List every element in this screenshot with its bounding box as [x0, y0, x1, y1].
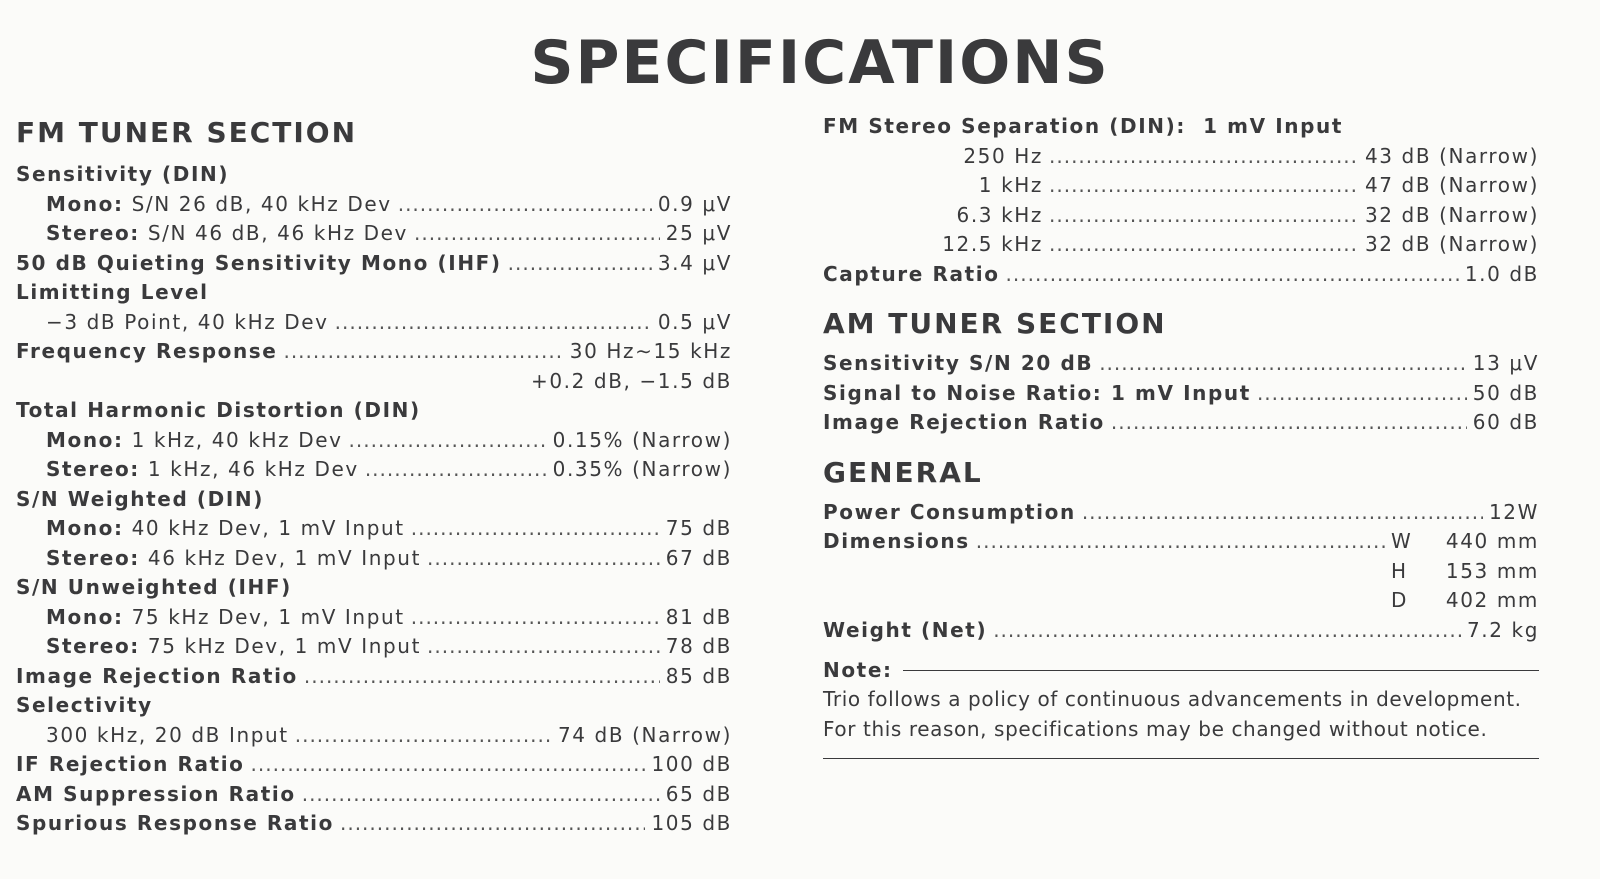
spec-row	[16, 809, 732, 839]
dim-d	[1391, 586, 1539, 616]
power-label: Power Consumption	[823, 499, 1076, 524]
selectivity-label: Selectivity	[16, 693, 153, 717]
thd-heading	[16, 396, 732, 426]
am-image-label: Image Rejection Ratio	[823, 410, 1105, 434]
weight-value: 7.2 kg	[1466, 617, 1539, 642]
spec-row	[823, 379, 1539, 409]
am-section-heading: AM TUNER SECTION	[823, 307, 1167, 340]
spec-row	[823, 408, 1539, 438]
capture-label: Capture Ratio	[823, 261, 1000, 286]
snw-stereo-condition: 46 kHz Dev, 1 mV Input	[147, 545, 422, 570]
am-sens-label: Sensitivity S/N 20 dB	[823, 351, 1094, 375]
am-image-value: 60 dB	[1472, 410, 1539, 434]
if-label: IF Rejection Ratio	[16, 752, 245, 776]
separation-condition: 1 mV Input	[1203, 114, 1344, 138]
spec-row	[16, 455, 732, 485]
separation-row	[823, 201, 1539, 231]
general-section-heading: GENERAL	[823, 455, 983, 489]
leader-dots	[427, 544, 660, 574]
sep-value: 32 dB (Narrow)	[1364, 202, 1539, 227]
dim-d-value: 402 mm	[1445, 588, 1539, 612]
thd-stereo-label: Stereo:	[46, 457, 140, 481]
spec-row	[823, 260, 1539, 290]
sensitivity-heading	[16, 160, 732, 190]
leader-dots	[1049, 142, 1359, 172]
separation-row	[823, 230, 1539, 260]
image-value: 85 dB	[665, 663, 732, 688]
selectivity-condition: 300 kHz, 20 dB Input	[46, 722, 289, 747]
fm-tuner-section	[16, 112, 732, 839]
spec-row	[16, 514, 732, 544]
spec-row	[823, 616, 1539, 646]
snu-stereo-value: 78 dB	[665, 634, 732, 658]
spec-row	[16, 603, 732, 633]
leader-dots	[1082, 498, 1483, 528]
spec-row	[16, 219, 732, 249]
leader-dots	[414, 219, 660, 249]
weight-label: Weight (Net)	[823, 617, 988, 642]
capture-value: 1.0 dB	[1464, 261, 1539, 286]
limit-condition: −3 dB Point, 40 kHz Dev	[46, 309, 329, 334]
leader-dots	[335, 308, 652, 338]
fm-section-heading: FM TUNER SECTION	[16, 116, 358, 149]
sep-freq: 6.3 kHz	[956, 202, 1043, 227]
thd-label: Total Harmonic Distortion (DIN)	[16, 398, 421, 422]
leader-dots	[1049, 171, 1359, 201]
am-snr-value: 50 dB	[1472, 380, 1539, 405]
spec-row	[16, 544, 732, 574]
am-supp-label: AM Suppression Ratio	[16, 781, 296, 806]
separation-label: FM Stereo Separation (DIN):	[823, 114, 1186, 138]
leader-dots	[1049, 230, 1359, 260]
dim-w	[1391, 527, 1539, 557]
spec-row	[823, 349, 1539, 379]
note-header	[823, 655, 1539, 685]
right-column	[823, 112, 1539, 759]
leader-dots	[976, 527, 1385, 557]
leader-dots	[1257, 379, 1467, 409]
mono-label: Mono:	[46, 191, 124, 216]
limit-heading	[16, 278, 732, 308]
separation-row	[823, 171, 1539, 201]
thd-mono-label: Mono:	[46, 427, 124, 452]
page-title: SPECIFICATIONS	[530, 28, 1110, 98]
stereo-condition: S/N 46 dB, 46 kHz Dev	[147, 221, 408, 245]
leader-dots	[398, 190, 652, 220]
thd-stereo-value: 0.35% (Narrow)	[552, 457, 732, 481]
spec-row	[16, 426, 732, 456]
sensitivity-label: Sensitivity (DIN)	[16, 162, 230, 186]
leader-dots	[1049, 201, 1359, 231]
leader-dots	[508, 249, 652, 279]
snu-mono-condition: 75 kHz Dev, 1 mV Input	[131, 604, 405, 629]
thd-mono-value: 0.15% (Narrow)	[552, 427, 732, 452]
spec-row	[823, 557, 1539, 587]
leader-dots	[349, 426, 547, 456]
thd-stereo-condition: 1 kHz, 46 kHz Dev	[147, 457, 359, 481]
snw-heading	[16, 485, 732, 515]
mono-value: 0.9 μV	[657, 191, 732, 216]
dim-label: Dimensions	[823, 529, 970, 553]
spec-row	[16, 750, 732, 780]
limit-value: 0.5 μV	[657, 309, 732, 334]
spec-row	[823, 586, 1539, 616]
selectivity-value: 74 dB (Narrow)	[557, 722, 732, 747]
snw-stereo-label: Stereo:	[46, 545, 140, 570]
spec-row	[16, 780, 732, 810]
leader-dots	[251, 750, 646, 780]
stereo-label: Stereo:	[46, 221, 140, 245]
snw-mono-condition: 40 kHz Dev, 1 mV Input	[131, 516, 405, 540]
leader-dots	[304, 662, 660, 692]
leader-dots	[411, 603, 660, 633]
spec-row	[16, 662, 732, 692]
spec-row	[823, 498, 1539, 528]
leader-dots	[1111, 408, 1467, 438]
am-sens-value: 13 μV	[1472, 351, 1539, 375]
thd-mono-condition: 1 kHz, 40 kHz Dev	[131, 427, 343, 452]
leader-dots	[283, 337, 563, 367]
leader-dots	[340, 809, 645, 839]
spur-label: Spurious Response Ratio	[16, 811, 334, 835]
note-rule	[903, 670, 1539, 671]
leader-dots	[427, 632, 660, 662]
snu-mono-value: 81 dB	[665, 604, 732, 629]
mono-condition: S/N 26 dB, 40 kHz Dev	[131, 191, 392, 216]
note-bottom-rule	[823, 758, 1539, 759]
if-value: 100 dB	[651, 752, 732, 776]
am-snr-label: Signal to Noise Ratio: 1 mV Input	[823, 380, 1251, 405]
selectivity-heading	[16, 691, 732, 721]
snu-label: S/N Unweighted (IHF)	[16, 575, 292, 599]
limit-label: Limitting Level	[16, 280, 209, 304]
sep-value: 32 dB (Narrow)	[1364, 232, 1539, 256]
freq-label: Frequency Response	[16, 339, 278, 363]
spec-row	[16, 308, 732, 338]
sep-value: 43 dB (Narrow)	[1364, 143, 1539, 168]
dim-h	[1391, 557, 1539, 587]
spec-row	[16, 337, 732, 367]
note-line-1: Trio follows a policy of continuous advancements in development.	[823, 687, 1522, 711]
snw-stereo-value: 67 dB	[665, 545, 732, 570]
quieting-label: 50 dB Quieting Sensitivity Mono (IHF)	[16, 250, 502, 275]
quieting-value: 3.4 μV	[657, 250, 732, 275]
sep-freq: 12.5 kHz	[942, 232, 1043, 256]
spur-value: 105 dB	[651, 811, 732, 835]
snw-mono-label: Mono:	[46, 516, 124, 540]
dim-h-key: H	[1391, 558, 1408, 583]
separation-row	[823, 142, 1539, 172]
leader-dots	[302, 780, 660, 810]
dim-w-key: W	[1391, 529, 1413, 553]
dim-w-value: 440 mm	[1445, 529, 1539, 553]
sep-value: 47 dB (Narrow)	[1364, 173, 1539, 197]
spec-row	[16, 249, 732, 279]
am-supp-value: 65 dB	[665, 781, 732, 806]
power-value: 12W	[1488, 499, 1539, 524]
freq-value-2: +0.2 dB, −1.5 dB	[531, 368, 732, 393]
snu-stereo-label: Stereo:	[46, 634, 140, 658]
stereo-value: 25 μV	[665, 221, 732, 245]
spec-row	[16, 721, 732, 751]
sep-freq: 250 Hz	[963, 143, 1043, 168]
dim-d-key: D	[1391, 588, 1409, 612]
leader-dots	[295, 721, 552, 751]
leader-dots	[411, 514, 660, 544]
note-label: Note:	[823, 658, 893, 682]
leader-dots	[365, 455, 547, 485]
leader-dots	[1099, 349, 1467, 379]
snw-label: S/N Weighted (DIN)	[16, 486, 264, 511]
note-line-2: For this reason, specifications may be changed without notice.	[823, 716, 1488, 741]
spec-row	[16, 367, 732, 397]
snw-mono-value: 75 dB	[665, 516, 732, 540]
freq-value: 30 Hz∼15 kHz	[569, 339, 732, 363]
sep-freq: 1 kHz	[978, 173, 1043, 197]
dim-h-value: 153 mm	[1445, 558, 1539, 583]
snu-mono-label: Mono:	[46, 604, 124, 629]
separation-heading	[823, 112, 1539, 142]
leader-dots	[1006, 260, 1459, 290]
spec-row	[16, 632, 732, 662]
snu-stereo-condition: 75 kHz Dev, 1 mV Input	[147, 634, 422, 658]
image-label: Image Rejection Ratio	[16, 663, 298, 688]
note-box	[823, 655, 1539, 759]
spec-row	[823, 527, 1539, 557]
snu-heading	[16, 573, 732, 603]
spec-row	[16, 190, 732, 220]
leader-dots	[993, 616, 1461, 646]
